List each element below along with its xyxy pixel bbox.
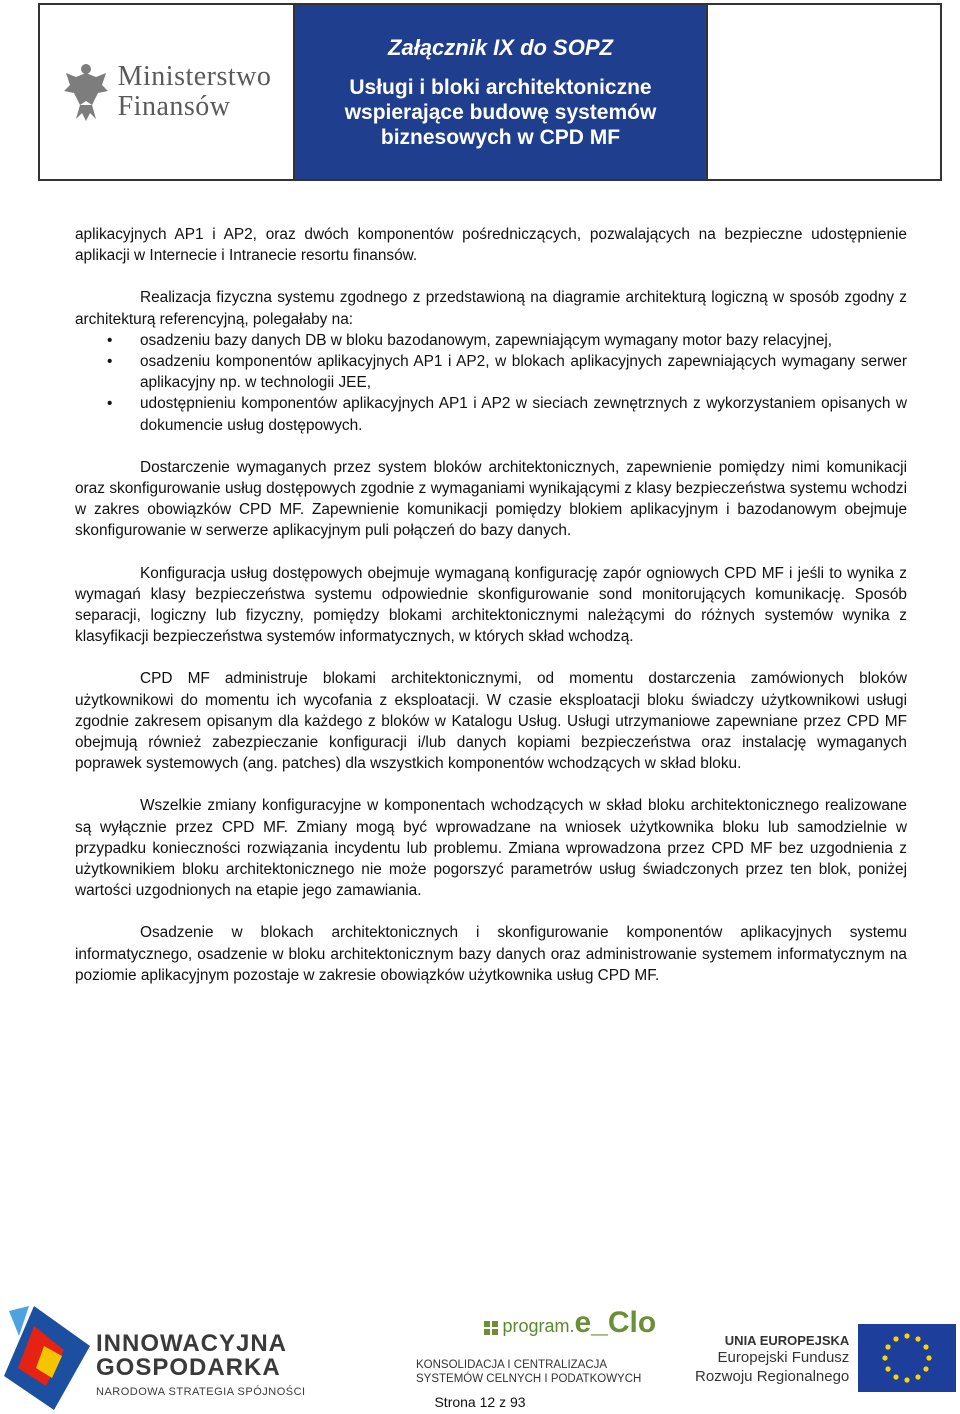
bullet-icon: • — [107, 353, 113, 371]
list-item-text: osadzeniu komponentów aplikacyjnych AP1 i AP2, w blokach aplikacyjnych zapewniających wymagany serwer aplikacyjny np. w technologii JEE, — [140, 353, 907, 392]
ue-line1: UNIA EUROPEJSKA — [724, 1333, 850, 1348]
paragraph: CPD MF administruje blokami architektonicznymi, od momentu dostarczenia zamówionych bloków użytkownikowi do momentu ich wycofania z eksploatacji. W czasie eksploatacji bloku świadczy użytkownikowi usługi zgodnie zakresem opisanym dla każdego z bloków w Katalogu Usług. Usługi utrzymaniowe zapewniane przez CPD MF obejmują również zabezpieczanie konfiguracji i/lub danych kopiami bezpieczeństwa oraz instalację wymaganych poprawek systemowych (ang. patches) dla wszystkich komponentów wchodzących w skład bloku. — [75, 670, 907, 773]
bullet-icon: • — [107, 331, 113, 349]
paragraph: Konfiguracja usług dostępowych obejmuje wymaganą konfigurację zapór ogniowych CPD MF i jeśli to wynika z wymagań klasy bezpieczeństwa systemu odpowiednie skonfigurowanie sond monitorujących komunikację. Sposób separacji, logiczny lub fizyczny, pomiędzy blokami architektonicznymi należącymi do różnych systemów wynika z klasyfikacji bezpieczeństwa systemów informatycznych, w których skład wchodzą. — [75, 564, 907, 646]
document-header — [38, 3, 942, 181]
eu-fund-text — [695, 1333, 849, 1386]
subtitle-line: biznesowych w CPD MF — [380, 125, 621, 149]
subtitle-line: Usługi i bloki architektoniczne — [349, 75, 652, 99]
list-item — [75, 351, 907, 393]
document-subtitle — [345, 75, 657, 150]
ue-line2: Europejski Fundusz — [717, 1349, 850, 1366]
eu-flag-icon — [858, 1324, 956, 1392]
innovative-economy-text — [96, 1332, 306, 1398]
eagle-emblem-icon — [62, 61, 110, 123]
document-body — [75, 224, 907, 1007]
eclo-logo — [484, 1306, 656, 1340]
consolidation-text — [416, 1358, 641, 1386]
consol-line2: SYSTEMÓW CELNYCH I PODATKOWYCH — [416, 1373, 642, 1385]
ig-line1: INNOWACYJNA — [96, 1330, 288, 1357]
bullet-list — [75, 330, 907, 436]
list-item — [75, 393, 907, 435]
subtitle-line: wspierające budowę systemów — [344, 100, 657, 124]
paragraph: Wszelkie zmiany konfiguracyjne w komponentach wchodzących w skład bloku architektonicznego realizowane są wyłącznie przez CPD MF. Zmiany mogą być wprowadzane na wniosek użytkownika bloku lub samodzielnie w przypadku konieczności rozwiązania incydentu lub problemu. Zmiana wprowadzona przez CPD MF bez uzgodnienia z użytkownikiem bloku architektonicznego nie może pogorszyć parametrów usług świadczonych przez ten blok, poniżej wartości uzgodnionych na etapie jego zamawiania. — [75, 797, 907, 900]
paragraph: Realizacja fizyczna systemu zgodnego z przedstawioną na diagramie architekturą logiczną w sposób zgodny z architekturą referencyjną, polegałaby na: — [75, 289, 907, 328]
bullet-icon: • — [107, 395, 113, 413]
title-block — [295, 5, 708, 179]
list-item-text: osadzeniu bazy danych DB w bloku bazodanowym, zapewniającym wymagany motor bazy relacyjnej, — [140, 331, 833, 349]
program-prefix: program. — [502, 1316, 575, 1336]
paragraph: aplikacyjnych AP1 i AP2, oraz dwóch komponentów pośredniczących, pozwalających na bezpieczne udostępnienie aplikacji w Internecie i Intranecie resortu finansów. — [75, 226, 907, 265]
paragraph: Dostarczenie wymaganych przez system bloków architektonicznych, zapewnienie pomiędzy nimi komunikacji oraz skonfigurowanie usług dostępowych zgodnie z wymaganiami wynikającymi z klasy bezpieczeństwa systemu wchodzi w zakres obowiązków CPD MF. Zapewnienie komunikacji pomiędzy blokiem aplikacyjnym i bazodanowym obejmuje skonfigurowanie w serwerze aplikacyjnym puli połączeń do bazy danych. — [75, 458, 907, 540]
list-item-text: udostępnieniu komponentów aplikacyjnych AP1 i AP2 w sieciach zewnętrznych z wykorzystaniem opisanych w dokumencie usług dostępowych. — [140, 395, 907, 434]
ministry-logo — [40, 5, 295, 179]
grid-logo-icon — [484, 1321, 498, 1335]
ministry-name-line1: Ministerstwo — [117, 61, 272, 92]
ig-line2: GOSPODARKA — [96, 1354, 281, 1381]
attachment-title: Załącznik IX do SOPZ — [388, 34, 613, 60]
list-item — [75, 330, 907, 351]
header-blank-cell — [708, 5, 940, 179]
program-name: e_Clo — [574, 1306, 657, 1339]
page-number: Strona 12 z 93 — [434, 1394, 526, 1410]
ig-line3: NARODOWA STRATEGIA SPÓJNOŚCI — [96, 1386, 306, 1398]
ministry-name-line2: Finansów — [117, 91, 231, 122]
ue-line3: Rozwoju Regionalnego — [695, 1368, 850, 1385]
paragraph: Osadzenie w blokach architektonicznych i skonfigurowanie komponentów aplikacyjnych systemu informatycznego, osadzenie w bloku architektonicznym bazy danych oraz administrowanie systemem informatycznym na poziomie aplikacyjnym pozostaje w zakresie obowiązków użytkownika usług CPD MF. — [75, 924, 907, 984]
eu-stars-icon — [858, 1324, 956, 1392]
consol-line1: KONSOLIDACJA I CENTRALIZACJA — [416, 1359, 608, 1371]
